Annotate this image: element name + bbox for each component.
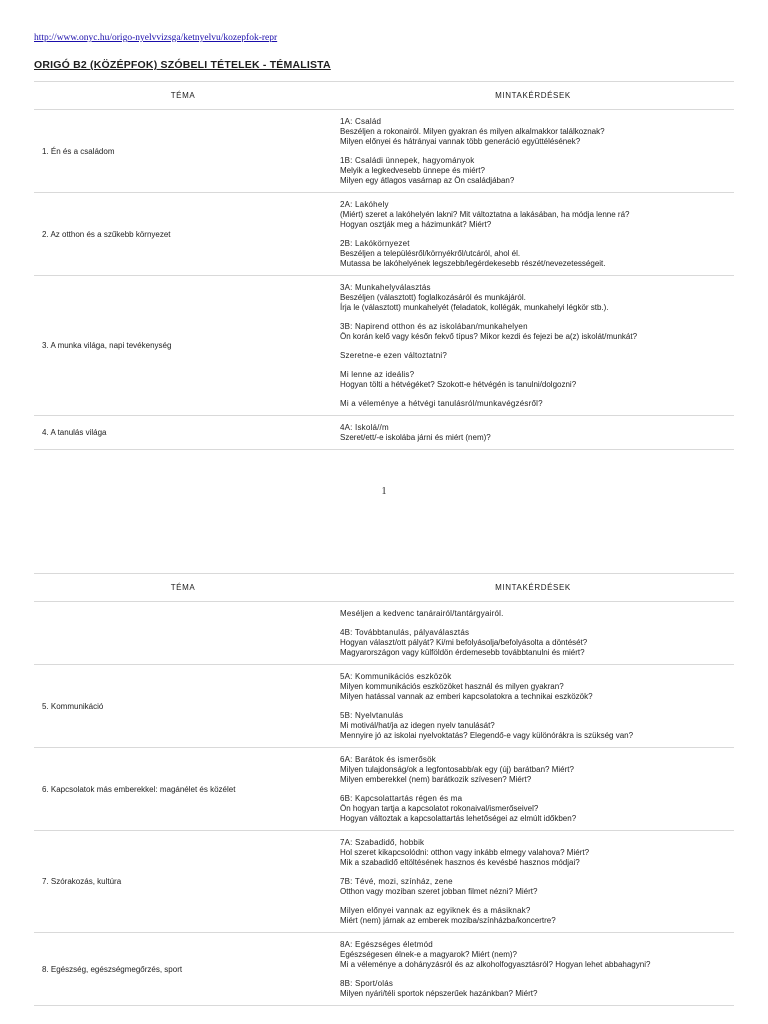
question-block-heading: Milyen előnyei vannak az egyiknek és a másiknak? <box>340 906 531 915</box>
question-block <box>340 672 726 702</box>
question-block <box>340 755 726 785</box>
header-topic: TÉMA <box>34 574 332 602</box>
question-block-heading: 4B: Továbbtanulás, pályaválasztás <box>340 628 470 637</box>
question-block-heading: 2B: Lakókörnyezet <box>340 239 410 248</box>
question-block <box>340 322 726 342</box>
topic-cell <box>34 602 332 665</box>
question-block <box>340 940 726 970</box>
document-page-2 <box>0 573 768 1024</box>
question-line: Írja le (választott) munkahelyét (feladatok, kollégák, munkahelyi légkör stb.). <box>340 303 609 312</box>
question-line: Melyik a legkedvesebb ünnepe és miért? <box>340 166 485 175</box>
questions-cell <box>332 933 734 1006</box>
question-line: (Miért) szeret a lakóhelyén lakni? Mit változtatna a lakásában, ha módja lenne rá? <box>340 210 630 219</box>
topic-table-page-1 <box>34 81 734 450</box>
topic-cell: 3. A munka világa, napi tevékenység <box>34 276 332 416</box>
question-block-heading: 5B: Nyelvtanulás <box>340 711 404 720</box>
questions-cell <box>332 831 734 933</box>
topic-cell: 5. Kommunikáció <box>34 665 332 748</box>
table-header-row <box>34 574 734 602</box>
question-line: Hol szeret kikapcsolódni: otthon vagy inkább elmegy valahova? Miért? <box>340 848 590 857</box>
question-block-heading: 8B: Sport/olás <box>340 979 394 988</box>
question-line: Hogyan osztják meg a házimunkát? Miért? <box>340 220 492 229</box>
table-row <box>34 193 734 276</box>
question-block-heading: 1A: Család <box>340 117 382 126</box>
header-topic: TÉMA <box>34 82 332 110</box>
question-line: Milyen tulajdonság/ok a legfontosabb/ak egy (új) barátban? Miért? <box>340 765 574 774</box>
table-row <box>34 110 734 193</box>
question-line: Milyen hatással vannak az emberi kapcsolatokra a technikai eszközök? <box>340 692 593 701</box>
question-line: Szeret/ett/-e iskolába járni és miért (nem)? <box>340 433 491 442</box>
question-line: Mik a szabadidő eltöltésének hasznos és kevésbé hasznos módjai? <box>340 858 580 867</box>
question-block-heading: Mi a véleménye a hétvégi tanulásról/munkavégzésről? <box>340 399 543 408</box>
topic-cell: 8. Egészség, egészségmegőrzés, sport <box>34 933 332 1006</box>
question-line: Hogyan választ/ott pályát? Ki/mi befolyásolja/befolyásolta a döntését? <box>340 638 588 647</box>
question-line: Magyarországon vagy külföldön érdemesebb továbbtanulni és miért? <box>340 648 585 657</box>
table-row <box>34 602 734 665</box>
question-line: Ön hogyan tartja a kapcsolatot rokonaival/ismerőseivel? <box>340 804 539 813</box>
question-line: Milyen emberekkel (nem) barátkozik szívesen? Miért? <box>340 775 532 784</box>
question-line: Milyen nyári/téli sportok népszerűek hazánkban? Miért? <box>340 989 538 998</box>
questions-cell <box>332 416 734 450</box>
topic-cell: 4. A tanulás világa <box>34 416 332 450</box>
question-block <box>340 283 726 313</box>
questions-cell <box>332 276 734 416</box>
question-block-heading: 7B: Tévé, mozi, színház, zene <box>340 877 453 886</box>
questions-cell <box>332 602 734 665</box>
question-line: Beszéljen a településről/környékről/utcáról, ahol él. <box>340 249 521 258</box>
question-block <box>340 838 726 868</box>
question-block-heading: Mi lenne az ideális? <box>340 370 415 379</box>
question-line: Mi a véleménye a dohányzásról és az alkoholfogyasztásról? Hogyan lehet abbahagyni? <box>340 960 651 969</box>
question-line: Hogyan változtak a kapcsolattartás lehetőségei az elmúlt időkben? <box>340 814 577 823</box>
question-line: Beszéljen a rokonairól. Milyen gyakran és milyen alkalmakkor találkoznak? <box>340 127 605 136</box>
table-row <box>34 276 734 416</box>
question-block <box>340 711 726 741</box>
question-line: Egészségesen élnek-e a magyarok? Miért (nem)? <box>340 950 517 959</box>
question-line: Milyen előnyei és hátrányai vannak több generáció együttélésének? <box>340 137 581 146</box>
header-questions: MINTAKÉRDÉSEK <box>332 82 734 110</box>
page-number: 1 <box>381 486 387 497</box>
question-block-heading: Meséljen a kedvenc tanárairól/tantárgyairól. <box>340 609 504 618</box>
question-block-heading: 7A: Szabadidő, hobbik <box>340 838 425 847</box>
question-block-heading: 5A: Kommunikációs eszközök <box>340 672 452 681</box>
question-line: Beszéljen (választott) foglalkozásáról és munkájáról. <box>340 293 526 302</box>
topic-table-page-2 <box>34 573 734 1006</box>
questions-cell <box>332 748 734 831</box>
topic-cell: 1. Én és a családom <box>34 110 332 193</box>
questions-cell <box>332 193 734 276</box>
question-block-heading: 1B: Családi ünnepek, hagyományok <box>340 156 475 165</box>
question-block <box>340 200 726 230</box>
document-title: ORIGÓ B2 (KÖZÉPFOK) SZÓBELI TÉTELEK - TÉMALISTA <box>34 59 331 71</box>
question-block <box>340 351 726 361</box>
question-block <box>340 239 726 269</box>
question-block-heading: 4A: Iskolá//m <box>340 423 389 432</box>
question-block <box>340 628 726 658</box>
questions-cell <box>332 665 734 748</box>
question-block <box>340 979 726 999</box>
question-block <box>340 906 726 926</box>
topic-cell: 7. Szórakozás, kultúra <box>34 831 332 933</box>
question-block-heading: 3A: Munkahelyválasztás <box>340 283 431 292</box>
table-row <box>34 748 734 831</box>
table-row <box>34 831 734 933</box>
table-header-row <box>34 82 734 110</box>
table-row <box>34 665 734 748</box>
question-block <box>340 877 726 897</box>
question-block <box>340 399 726 409</box>
topic-cell: 2. Az otthon és a szűkebb környezet <box>34 193 332 276</box>
question-block <box>340 794 726 824</box>
source-link[interactable]: http://www.onyc.hu/origo-nyelvvizsga/ketnyelvu/kozepfok-repr <box>34 33 278 43</box>
question-line: Hogyan tölti a hétvégéket? Szokott-e hétvégén is tanulni/dolgozni? <box>340 380 577 389</box>
table-row <box>34 416 734 450</box>
header-questions: MINTAKÉRDÉSEK <box>332 574 734 602</box>
question-block-heading: 8A: Egészséges életmód <box>340 940 433 949</box>
question-block <box>340 370 726 390</box>
question-block-heading: Szeretne-e ezen változtatni? <box>340 351 447 360</box>
question-line: Miért (nem) járnak az emberek moziba/színházba/koncertre? <box>340 916 556 925</box>
question-block <box>340 609 726 619</box>
question-block <box>340 423 726 443</box>
question-block <box>340 156 726 186</box>
question-line: Milyen kommunikációs eszközöket használ és milyen gyakran? <box>340 682 564 691</box>
questions-cell <box>332 110 734 193</box>
question-line: Mi motivál/hat/ja az idegen nyelv tanulását? <box>340 721 495 730</box>
question-line: Ön korán kelő vagy későn fekvő típus? Mikor kezdi és fejezi be a(z) iskolát/munkát? <box>340 332 638 341</box>
question-block-heading: 6A: Barátok és ismerősök <box>340 755 436 764</box>
table-row <box>34 933 734 1006</box>
topic-cell: 6. Kapcsolatok más emberekkel: magánélet és közélet <box>34 748 332 831</box>
question-line: Otthon vagy moziban szeret jobban filmet nézni? Miért? <box>340 887 538 896</box>
question-line: Milyen egy átlagos vasárnap az Ön családjában? <box>340 176 515 185</box>
question-line: Mennyire jó az iskolai nyelvoktatás? Elegendő-e vagy különórákra is szükség van? <box>340 731 634 740</box>
question-block <box>340 117 726 147</box>
question-block-heading: 3B: Napirend otthon és az iskolában/munkahelyen <box>340 322 528 331</box>
question-block-heading: 6B: Kapcsolattartás régen és ma <box>340 794 463 803</box>
question-line: Mutassa be lakóhelyének legszebb/legérdekesebb részét/nevezetességeit. <box>340 259 606 268</box>
question-block-heading: 2A: Lakóhely <box>340 200 389 209</box>
